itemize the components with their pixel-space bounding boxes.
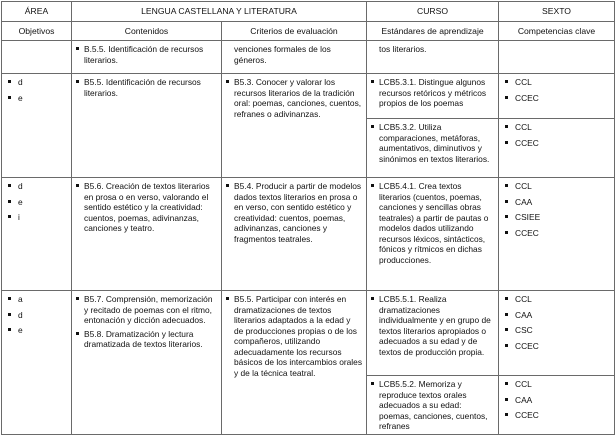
estandares-cell — [367, 41, 499, 74]
header-row-2 — [2, 22, 615, 41]
header-row-1 — [2, 2, 615, 22]
competencia-item: CSC — [503, 325, 610, 336]
objetivo-item: i — [6, 212, 67, 223]
estandar-item: tos literarios. — [379, 44, 427, 54]
objetivo-item: e — [6, 93, 67, 104]
contenido-item: B5.7. Comprensión, memorización y recitado de poemas con el ritmo, entonación y dicción adecuados. — [84, 294, 217, 326]
competencia-item: CCEC — [503, 228, 610, 239]
estandar-item: LCB5.5.2. Memoriza y reproduce textos orales adecuados a su edad: poemas, canciones, cuentos, refranes — [379, 379, 494, 432]
criterios-cell — [222, 178, 367, 291]
table-row — [2, 178, 615, 291]
curso-header: CURSO — [367, 2, 499, 22]
contenido-item: B5.6. Creación de textos literarios en prosa o en verso, valorando el sentido estético y la creatividad: cuentos, poemas, adivinanzas, canciones y teatro. — [84, 181, 217, 234]
competencia-item: CAA — [503, 395, 610, 406]
criterios-cell — [222, 41, 367, 74]
criterio-text: B5.4. Producir a partir de modelos dados textos literarios en prosa o en verso, con sentido estético y creatividad: cuentos, poemas, adivinanzas, canciones y fragmentos teatrales. — [234, 181, 362, 244]
col-contenidos: Contenidos — [72, 22, 222, 41]
objetivo-item: d — [6, 181, 67, 192]
competencias-cell — [499, 178, 615, 291]
contenidos-cell — [72, 74, 222, 178]
contenido-item: B.5.5. Identificación de recursos literarios. — [84, 44, 217, 65]
competencia-item: CCEC — [503, 341, 610, 352]
criterio-text: venciones formales de los géneros. — [234, 44, 331, 65]
competencias-cell — [499, 41, 615, 74]
estandares-cell — [367, 178, 499, 291]
objetivo-item: a — [6, 294, 67, 305]
objetivos-cell — [2, 41, 72, 74]
objetivos-cell — [2, 178, 72, 291]
curso-value: SEXTO — [499, 2, 615, 22]
estandar-item: LCB5.4.1. Crea textos literarios (cuentos, poemas, canciones y sencillas obras teatrales) a partir de pautas o modelos dados utilizando recursos léxicos, sintácticos, fónicos y rítmicos en dichas producciones. — [379, 181, 494, 265]
objetivo-item: e — [6, 197, 67, 208]
col-competencias: Competencias clave — [499, 22, 615, 41]
contenido-item: B5.8. Dramatización y lectura dramatizada de textos literarios. — [84, 329, 217, 350]
estandar-item: LCB5.5.1. Realiza dramatizaciones individualmente y en grupo de textos literarios apropiados o adecuados a su edad y de textos de producción propia. — [379, 294, 494, 357]
competencia-item: CCL — [503, 181, 610, 192]
curriculum-table — [1, 1, 615, 435]
objetivo-item: d — [6, 77, 67, 88]
contenido-item: B5.5. Identificación de recursos literarios. — [84, 77, 217, 98]
table-row — [2, 41, 615, 74]
competencia-item: CCEC — [503, 410, 610, 421]
col-objetivos: Objetivos — [2, 22, 72, 41]
competencia-item: CCEC — [503, 138, 610, 149]
criterio-text: B5.5. Participar con interés en dramatizaciones de textos literarios adaptados a la edad y de producciones propias o de los compañeros, utilizando adecuadamente los recursos básicos de los intercambios orales y de la técnica teatral. — [234, 294, 363, 378]
estandar-item: LCB5.3.1. Distingue algunos recursos retóricos y métricos propios de los poemas — [379, 77, 494, 109]
criterio-text: B5.3. Conocer y valorar los recursos literarios de la tradición oral: poemas, canciones, cuentos, refranes o adivinanzas. — [234, 77, 362, 119]
objetivos-cell — [2, 291, 72, 435]
competencia-item: CAA — [503, 197, 610, 208]
objetivo-item: e — [6, 325, 67, 336]
col-estandares: Estándares de aprendizaje — [367, 22, 499, 41]
estandar-item: LCB5.3.2. Utiliza comparaciones, metáforas, aumentativos, diminutivos y sinónimos en textos literarios. — [379, 122, 494, 164]
competencia-item: CCL — [503, 379, 610, 390]
area-header: ÁREA — [2, 2, 72, 22]
estandares-cell — [367, 291, 499, 435]
table-row — [2, 291, 615, 435]
contenidos-cell — [72, 291, 222, 435]
criterios-cell — [222, 291, 367, 435]
competencia-item: CAA — [503, 310, 610, 321]
competencias-cell — [499, 291, 615, 435]
competencia-item: CCEC — [503, 93, 610, 104]
competencia-item: CCL — [503, 294, 610, 305]
contenidos-cell — [72, 178, 222, 291]
objetivos-cell — [2, 74, 72, 178]
competencia-item: CCL — [503, 77, 610, 88]
col-criterios: Criterios de evaluación — [222, 22, 367, 41]
table-row — [2, 74, 615, 178]
competencia-item: CSIEE — [503, 212, 610, 223]
competencias-cell — [499, 74, 615, 178]
criterios-cell — [222, 74, 367, 178]
subject-header: LENGUA CASTELLANA Y LITERATURA — [72, 2, 367, 22]
contenidos-cell — [72, 41, 222, 74]
competencia-item: CCL — [503, 122, 610, 133]
estandares-cell — [367, 74, 499, 178]
objetivo-item: d — [6, 310, 67, 321]
